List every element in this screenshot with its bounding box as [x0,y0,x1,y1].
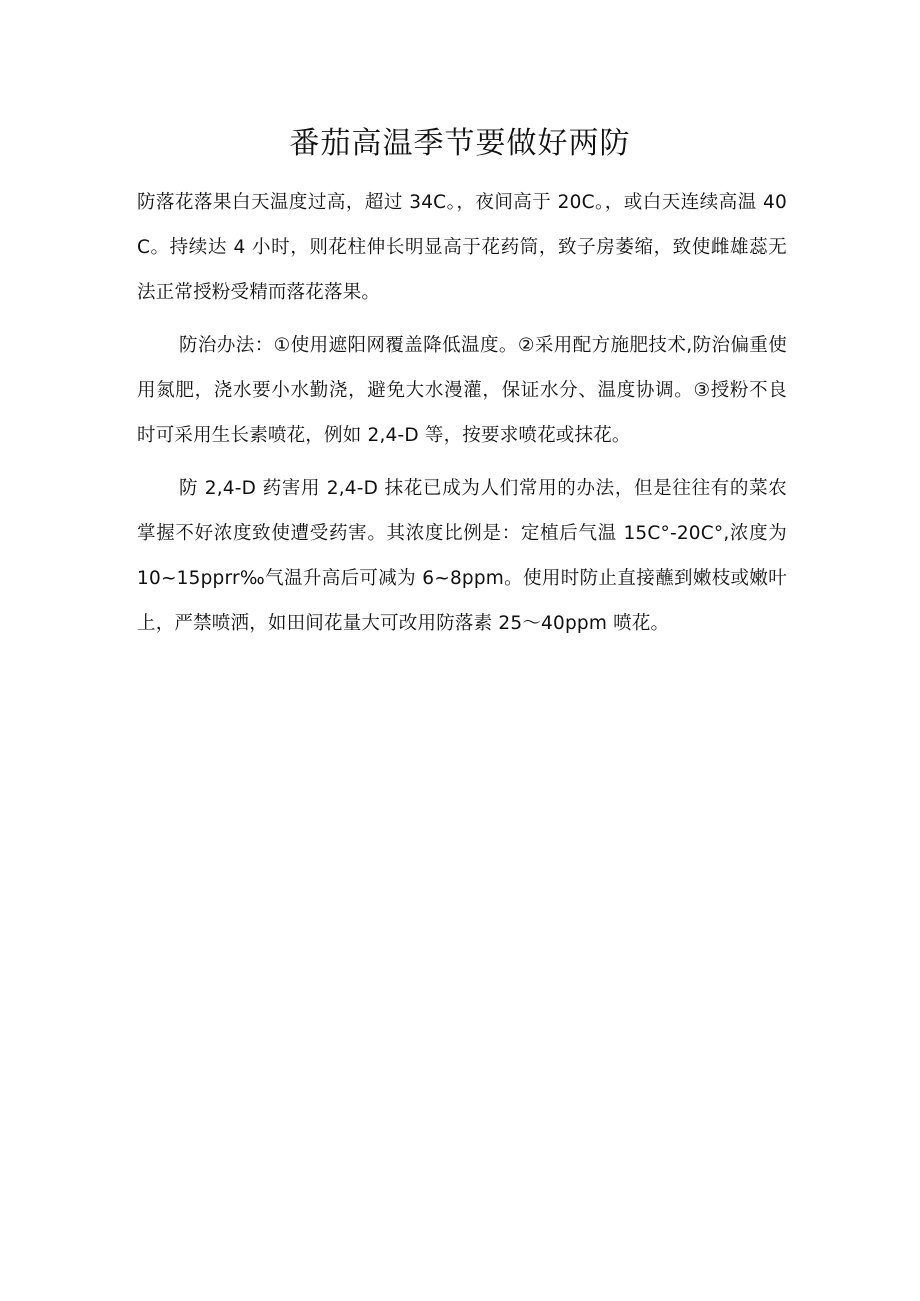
document-body [137,180,787,654]
paragraph-24d-damage: 防 2,4-D 药害用 2,4-D 抹花已成为人们常用的办法，但是往往有的菜农掌握不好浓度致使遭受药害。其浓度比例是：定植后气温 15C°-20C°,浓度为 10~15pprr‰气温升高后可减为 6~8ppm。使用时防止直接蘸到嫩枝或嫩叶上，严禁喷洒，如田间花量大可改用防落素 25～40ppm 喷花。 [137,478,787,634]
document-title: 番茄高温季节要做好两防 [289,126,631,161]
paragraph-prevention-methods: 防治办法：①使用遮阳网覆盖降低温度。②采用配方施肥技术,防治偏重使用氮肥，浇水要小水勤浇，避免大水漫灌，保证水分、温度协调。③授粉不良时可采用生长素喷花，例如 2,4-D 等，按要求喷花或抹花。 [137,335,787,446]
paragraph-fruit-drop: 防落花落果白天温度过高，超过 34C。，夜间高于 20C。，或白天连续高温 40C。持续达 4 小时，则花柱伸长明显高于花药筒，致子房萎缩，致使雌雄蕊无法正常授粉受精而落花落果。 [137,192,787,303]
